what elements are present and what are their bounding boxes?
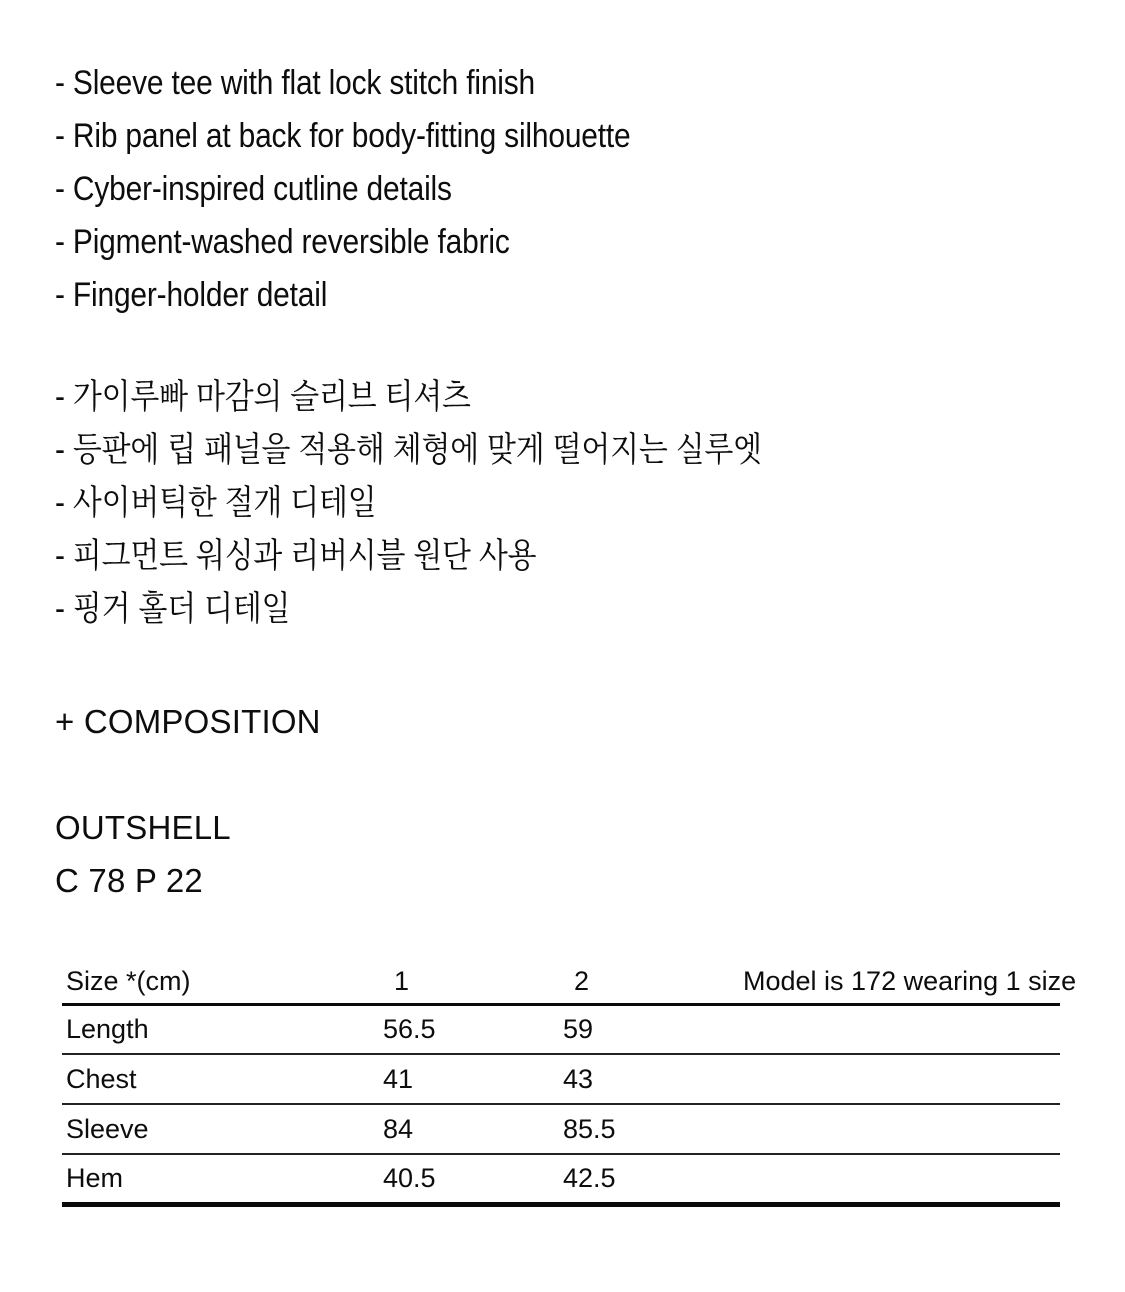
row-label: Chest xyxy=(62,1054,383,1104)
feature-item-en: - Cyber-inspired cutline details xyxy=(55,170,452,208)
row-note-empty xyxy=(743,1004,1060,1054)
size-table-header-size1: 1 xyxy=(383,960,563,1004)
feature-item-en: - Rib panel at back for body-fitting silhouette xyxy=(55,117,631,155)
feature-item-ko: - 가이루빠 마감의 슬리브 티셔츠 xyxy=(55,378,471,416)
feature-item-ko: - 피그먼트 워싱과 리버시블 원단 사용 xyxy=(55,537,537,575)
row-value-size1: 56.5 xyxy=(383,1004,563,1054)
row-label: Length xyxy=(62,1004,383,1054)
row-value-size1: 41 xyxy=(383,1054,563,1104)
feature-list-english xyxy=(55,57,1070,322)
feature-item-en: - Pigment-washed reversible fabric xyxy=(55,223,510,261)
feature-item-ko: - 사이버틱한 절개 디테일 xyxy=(55,484,377,522)
row-note-empty xyxy=(743,1154,1060,1204)
size-table-header-label: Size *(cm) xyxy=(62,960,383,1004)
feature-item-en: - Finger-holder detail xyxy=(55,276,328,314)
row-label: Hem xyxy=(62,1154,383,1204)
row-note-empty xyxy=(743,1104,1060,1154)
size-table xyxy=(62,960,1077,1207)
composition-material: OUTSHELL xyxy=(55,809,231,846)
composition-details xyxy=(55,801,1070,907)
composition-heading: + COMPOSITION xyxy=(55,703,321,740)
row-value-size2: 42.5 xyxy=(563,1154,743,1204)
feature-item-en: - Sleeve tee with flat lock stitch finish xyxy=(55,64,536,102)
feature-list-korean xyxy=(55,371,1070,636)
size-table-model-note: Model is 172 wearing 1 size xyxy=(743,960,1060,1004)
feature-item-ko: - 등판에 립 패널을 적용해 체형에 맞게 떨어지는 실루엣 xyxy=(55,431,762,469)
row-value-size2: 43 xyxy=(563,1054,743,1104)
row-value-size2: 85.5 xyxy=(563,1104,743,1154)
feature-item-ko: - 핑거 홀더 디테일 xyxy=(55,590,291,628)
size-table-header-row xyxy=(62,960,1060,1004)
size-table-header-size2: 2 xyxy=(563,960,743,1004)
row-value-size1: 40.5 xyxy=(383,1154,563,1204)
table-row-hem xyxy=(62,1154,1060,1204)
row-value-size1: 84 xyxy=(383,1104,563,1154)
table-row-sleeve xyxy=(62,1104,1060,1154)
row-note-empty xyxy=(743,1054,1060,1104)
table-row-chest xyxy=(62,1054,1060,1104)
row-value-size2: 59 xyxy=(563,1004,743,1054)
composition-values: C 78 P 22 xyxy=(55,862,203,899)
table-row-length xyxy=(62,1004,1060,1054)
row-label: Sleeve xyxy=(62,1104,383,1154)
